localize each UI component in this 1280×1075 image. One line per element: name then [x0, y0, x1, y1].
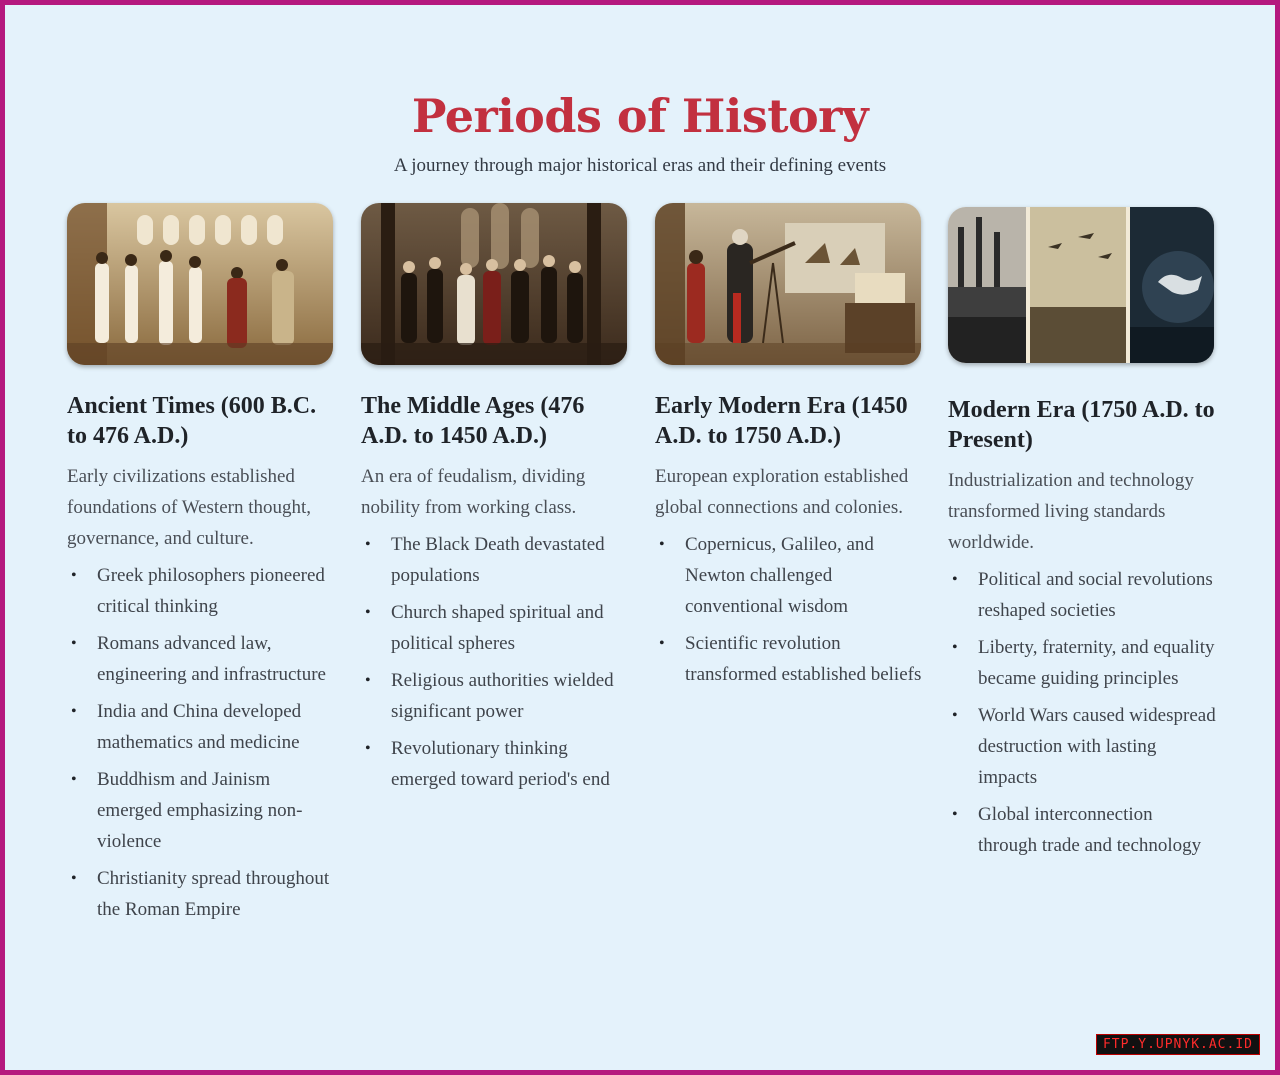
list-item-text: Christianity spread throughout the Roman Empire	[97, 868, 330, 920]
page-subtitle: A journey through major historical eras and their defining events	[393, 155, 887, 176]
bullet-icon: •	[952, 639, 958, 656]
bullet-icon: •	[71, 771, 77, 788]
early-modern-era-image	[655, 203, 921, 365]
bullet-icon: •	[365, 536, 371, 553]
bullet-icon: •	[952, 571, 958, 588]
list-item	[365, 665, 629, 727]
middle-ages-image	[361, 203, 627, 365]
period-description: European exploration established global connections and colonies.	[655, 466, 909, 518]
list-item	[659, 529, 923, 622]
list-item	[952, 799, 1216, 861]
bullet-icon: •	[365, 740, 371, 757]
list-item-text: The Black Death devastated populations	[391, 534, 605, 586]
period-heading: The Middle Ages (476 A.D. to 1450 A.D.)	[361, 393, 585, 449]
bullet-icon: •	[365, 604, 371, 621]
period-heading: Ancient Times (600 B.C. to 476 A.D.)	[67, 393, 317, 449]
list-item-text: Global interconnection through trade and technology	[978, 804, 1202, 856]
period-card-middle-ages	[361, 203, 629, 801]
period-bullet-list	[948, 564, 1216, 861]
list-item	[71, 764, 335, 857]
page-title: Periods of History	[411, 88, 869, 143]
bullet-icon: •	[952, 707, 958, 724]
period-card-ancient	[67, 203, 335, 931]
period-bullet-list	[655, 529, 923, 690]
list-item	[71, 560, 335, 622]
period-description: Early civilizations established foundations of Western thought, governance, and culture.	[67, 466, 312, 549]
bullet-icon: •	[952, 806, 958, 823]
period-description: Industrialization and technology transformed living standards worldwide.	[948, 470, 1194, 553]
list-item	[365, 529, 629, 591]
page-frame	[5, 5, 1275, 1070]
list-item-text: Scientific revolution transformed established beliefs	[685, 633, 922, 685]
list-item-text: Political and social revolutions reshaped societies	[978, 569, 1213, 621]
list-item-text: Liberty, fraternity, and equality became guiding principles	[978, 637, 1215, 689]
list-item-text: Copernicus, Galileo, and Newton challenged conventional wisdom	[685, 534, 874, 617]
list-item-text: World Wars caused widespread destruction with lasting impacts	[978, 705, 1216, 788]
list-item-text: Revolutionary thinking emerged toward period's end	[391, 738, 610, 790]
list-item-text: Buddhism and Jainism emerged emphasizing non-violence	[97, 769, 303, 852]
list-item	[71, 628, 335, 690]
bullet-icon: •	[365, 672, 371, 689]
period-bullet-list	[67, 560, 335, 925]
list-item	[71, 863, 335, 925]
period-card-modern	[948, 203, 1216, 867]
ancient-times-image	[67, 203, 333, 365]
watermark-stamp: FTP.Y.UPNYK.AC.ID	[1096, 1034, 1260, 1055]
period-card-early-modern	[655, 203, 923, 696]
list-item	[365, 733, 629, 795]
list-item	[952, 700, 1216, 793]
modern-era-image	[948, 207, 1214, 363]
bullet-icon: •	[71, 703, 77, 720]
period-heading: Early Modern Era (1450 A.D. to 1750 A.D.)	[655, 393, 908, 449]
list-item-text: Romans advanced law, engineering and infrastructure	[97, 633, 326, 685]
period-heading: Modern Era (1750 A.D. to Present)	[948, 397, 1215, 453]
list-item	[659, 628, 923, 690]
list-item-text: India and China developed mathematics and medicine	[97, 701, 302, 753]
list-item	[952, 632, 1216, 694]
bullet-icon: •	[71, 635, 77, 652]
bullet-icon: •	[659, 635, 665, 652]
period-bullet-list	[361, 529, 629, 795]
bullet-icon: •	[71, 567, 77, 584]
list-item	[952, 564, 1216, 626]
bullet-icon: •	[71, 870, 77, 887]
period-description: An era of feudalism, dividing nobility from working class.	[361, 466, 586, 518]
list-item	[71, 696, 335, 758]
list-item-text: Greek philosophers pioneered critical thinking	[97, 565, 325, 617]
list-item	[365, 597, 629, 659]
list-item-text: Church shaped spiritual and political spheres	[391, 602, 604, 654]
list-item-text: Religious authorities wielded significant power	[391, 670, 614, 722]
bullet-icon: •	[659, 536, 665, 553]
